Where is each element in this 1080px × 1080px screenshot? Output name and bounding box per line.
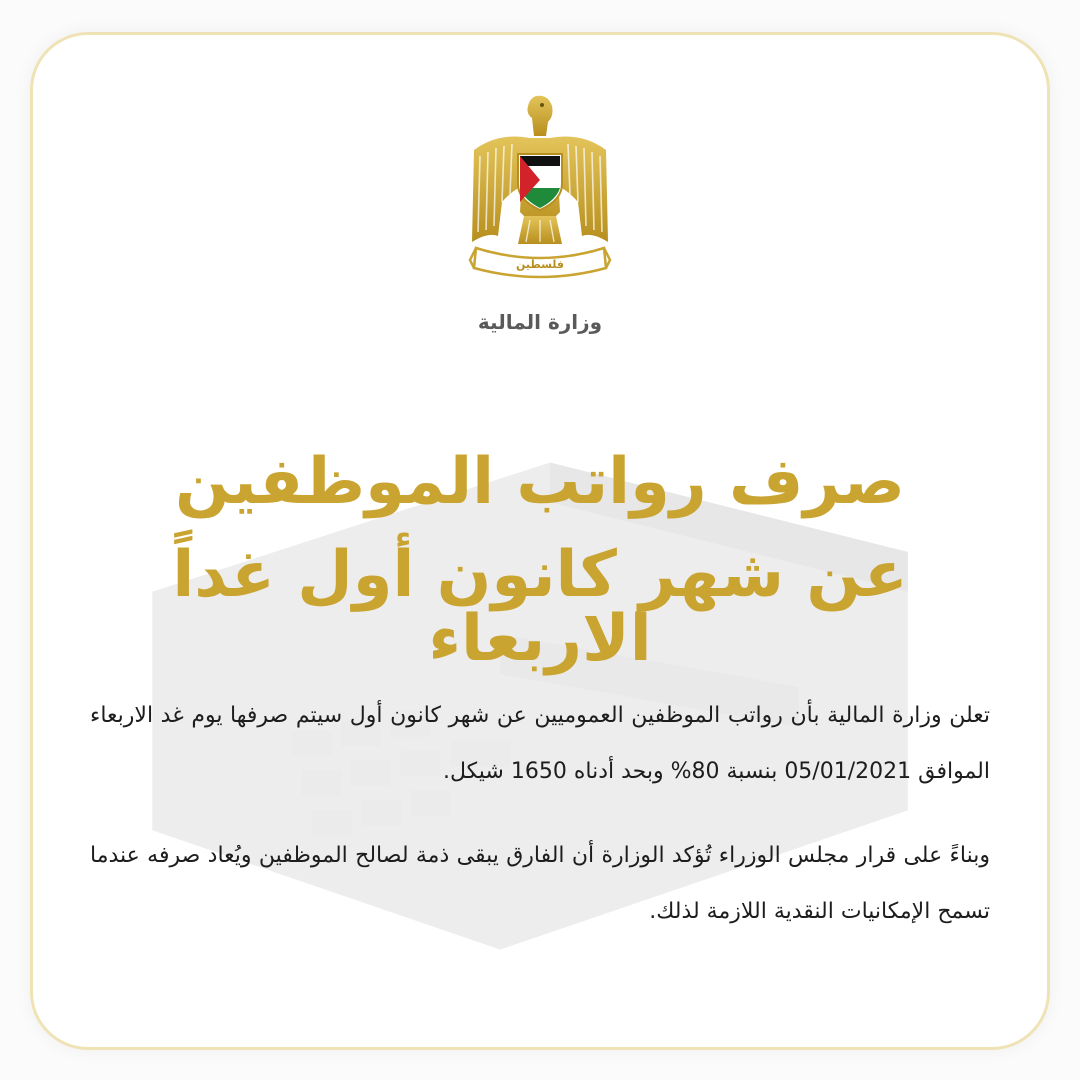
ministry-name: وزارة المالية xyxy=(477,310,603,334)
headline-line-2: عن شهر كانون أول غداً الاربعاء xyxy=(172,538,908,676)
emblem-inscription: فلسطين xyxy=(516,258,564,271)
palestine-eagle-emblem-icon xyxy=(468,92,612,282)
headline-line-1: صرف رواتب الموظفين xyxy=(175,445,905,519)
announcement-paragraph-2: وبناءً على قرار مجلس الوزراء تُؤكد الوزارة أن الفارق يبقى ذمة لصالح الموظفين ويُعاد صرفه عندما تسمح الإمكانيات النقدية اللازمة لذلك. xyxy=(90,843,990,924)
announcement-paragraph-1: تعلن وزارة المالية بأن رواتب الموظفين العموميين عن شهر كانون أول سيتم صرفها يوم غد الاربعاء الموافق 05/01/2021 بنسبة 80% وبحد أدناه 1650 شيكل. xyxy=(90,703,990,784)
